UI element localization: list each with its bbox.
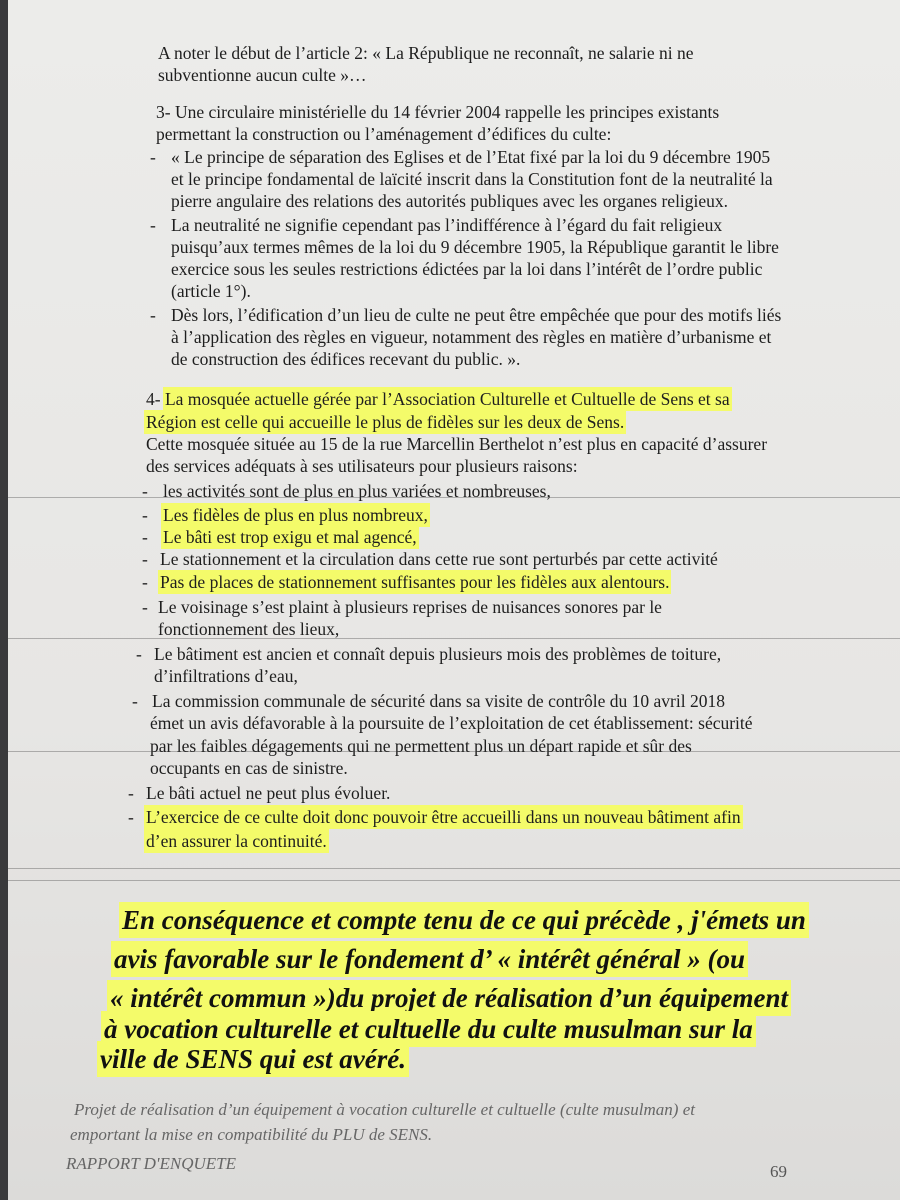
paper-crease (0, 638, 900, 639)
bullet-dash: - (150, 147, 156, 167)
footer-line: Projet de réalisation d’un équipement à vocation culturelle et cultuelle (culte musulman) et (74, 1100, 695, 1119)
reason-item: les activités sont de plus en plus variées et nombreuses, (163, 481, 551, 501)
section3-item: à l’application des règles en vigueur, notamment des règles en matière d’urbanisme et (171, 327, 772, 347)
page-number: 69 (770, 1162, 787, 1181)
section3-item: de construction des édifices recevant du public. ». (171, 349, 521, 369)
highlighted-text: Les fidèles de plus en plus nombreux, (163, 505, 428, 525)
reason-item: d’infiltrations d’eau, (154, 666, 298, 686)
section4-line (146, 388, 730, 410)
conclusion-line (104, 1012, 753, 1046)
bullet-dash: - (142, 572, 148, 592)
paper-crease (0, 751, 900, 752)
highlighted-text: La mosquée actuelle gérée par l’Association Culturelle et Cultuelle de Sens et sa (164, 389, 730, 409)
reason-item: Le bâti actuel ne peut plus évoluer. (146, 783, 391, 803)
footer-line: emportant la mise en compatibilité du PLU de SENS. (70, 1125, 433, 1144)
reason-item (163, 526, 417, 548)
section4-line: Cette mosquée située au 15 de la rue Marcellin Berthelot n’est plus en capacité d’assurer (146, 434, 768, 454)
section4-prefix: 4- (146, 389, 165, 409)
highlighted-text: d’en assurer la continuité. (146, 831, 327, 851)
reason-item: Le stationnement et la circulation dans cette rue sont perturbés par cette activité (160, 549, 718, 569)
section3-item: et le principe fondamental de laïcité inscrit dans la Constitution font de la neutralité la (171, 169, 773, 189)
bullet-dash: - (142, 481, 148, 501)
section4-line: des services adéquats à ses utilisateurs pour plusieurs raisons: (146, 456, 578, 476)
bullet-dash: - (142, 527, 148, 547)
paper-crease (0, 868, 900, 869)
intro-line: A noter le début de l’article 2: « La République ne reconnaît, ne salarie ni ne (158, 43, 694, 63)
bullet-dash: - (136, 644, 142, 664)
reason-item (163, 504, 428, 526)
section3-item: puisqu’aux termes mêmes de la loi du 9 décembre 1905, la République garantit le libre (171, 237, 779, 257)
page-edge (0, 0, 8, 1200)
highlighted-text: Pas de places de stationnement suffisantes pour les fidèles aux alentours. (160, 572, 670, 592)
section3-item: La neutralité ne signifie cependant pas l’indifférence à l’égard du fait religieux (171, 215, 723, 235)
reason-item: par les faibles dégagements qui ne permettent plus un départ rapide et sûr des (150, 736, 692, 756)
paper-crease (0, 880, 900, 881)
reason-item: Le bâtiment est ancien et connaît depuis plusieurs mois des problèmes de toiture, (154, 644, 722, 664)
reason-item (146, 806, 741, 828)
highlighted-text: L’exercice de ce culte doit donc pouvoir être accueilli dans un nouveau bâtiment afin (146, 807, 741, 827)
reason-item: émet un avis défavorable à la poursuite de l’exploitation de cet établissement: sécurité (150, 713, 753, 733)
section3-item: Dès lors, l’édification d’un lieu de culte ne peut être empêchée que pour des motifs liés (171, 305, 782, 325)
conclusion-line (100, 1042, 406, 1076)
conclusion-line (114, 942, 745, 976)
section3-item: (article 1°). (171, 281, 251, 301)
section3-line: permettant la construction ou l’aménagement d’édifices du culte: (156, 124, 612, 144)
bullet-dash: - (150, 215, 156, 235)
reason-item (160, 571, 669, 593)
bullet-dash: - (128, 783, 134, 803)
highlighted-text: Région est celle qui accueille le plus de fidèles sur les deux de Sens. (146, 412, 625, 432)
highlighted-text: Le bâti est trop exigu et mal agencé, (163, 527, 417, 547)
bullet-dash: - (128, 807, 134, 827)
bullet-dash: - (150, 305, 156, 325)
highlighted-text: En conséquence et compte tenu de ce qui précède , j'émets un (122, 905, 806, 935)
paper-crease (0, 497, 900, 498)
section3-item: « Le principe de séparation des Eglises et de l’Etat fixé par la loi du 9 décembre 1905 (171, 147, 771, 167)
reason-item (146, 830, 327, 852)
highlighted-text: ville de SENS qui est avéré. (100, 1044, 406, 1074)
highlighted-text: « intérêt commun »)du projet de réalisation d’un équipement (110, 983, 789, 1013)
reason-item: Le voisinage s’est plaint à plusieurs reprises de nuisances sonores par le (158, 597, 662, 617)
footer-line: RAPPORT D'ENQUETE (66, 1154, 237, 1173)
bullet-dash: - (132, 691, 138, 711)
bullet-dash: - (142, 549, 148, 569)
section3-line: 3- Une circulaire ministérielle du 14 février 2004 rappelle les principes existants (156, 102, 720, 122)
section3-item: pierre angulaire des relations des autorités publiques avec les organes religieux. (171, 191, 729, 211)
intro-line: subventionne aucun culte »… (158, 65, 367, 85)
reason-item: occupants en cas de sinistre. (150, 758, 348, 778)
section4-line (146, 411, 624, 433)
reason-item: fonctionnement des lieux, (158, 619, 340, 639)
section3-item: exercice sous les seules restrictions édictées par la loi dans l’intérêt de l’ordre public (171, 259, 763, 279)
reason-item: La commission communale de sécurité dans sa visite de contrôle du 10 avril 2018 (152, 691, 725, 711)
highlighted-text: avis favorable sur le fondement d’ « intérêt général » (ou (114, 944, 745, 974)
bullet-dash: - (142, 597, 148, 617)
conclusion-line (122, 903, 806, 937)
conclusion-line (110, 981, 788, 1015)
bullet-dash: - (142, 505, 148, 525)
highlighted-text: à vocation culturelle et cultuelle du culte musulman sur la (104, 1014, 753, 1044)
